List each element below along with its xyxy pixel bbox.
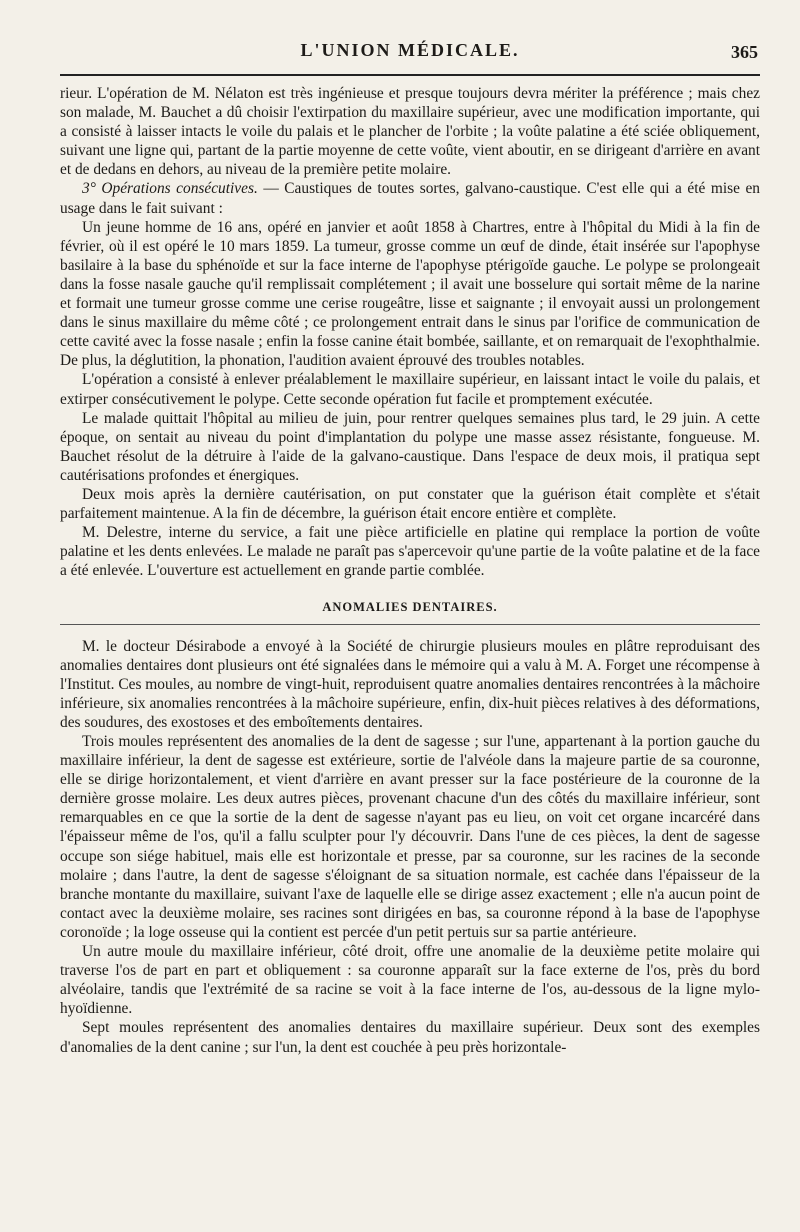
paragraph: M. le docteur Désirabode a envoyé à la Société de chirurgie plusieurs moules en plâtre reproduisant des anomalies dentaires dont plusieurs ont été signalées dans le mémoire qui a valu à M. A. Forget une récompense à l'Institut. Ces moules, au nombre de vingt-huit, reproduisent quatre anomalies dentaires rencontrées à la mâchoire inférieure, six anomalies rencontrées à la mâchoire supérieure, enfin, dix-huit pièces relatives à des déformations, des soudures, des exostoses et des emboîtements dentaires. (60, 637, 760, 731)
item-text: — Caustiques de toutes sortes, galvano-caustique. C'est elle qui a été mise en usage dans le fait suivant : (60, 180, 760, 217)
header-rule (60, 74, 760, 76)
paragraph: L'opération a consisté à enlever préalablement le maxillaire supérieur, en laissant intact le voile du palais, et extirper consécutivement le polype. Cette seconde opération fut facile et promptement exécutée. (60, 371, 760, 408)
paragraph: rieur. L'opération de M. Nélaton est très ingénieuse et presque toujours devra mériter la préférence ; mais chez son malade, M. Bauchet a dû choisir l'extirpation du maxillaire supérieur, avec une modification importante, qui a consisté à laisser intacts le voile du palais et le plancher de l'orbite ; la voûte palatine a été sciée obliquement, suivant une ligne qui, partant de la partie moyenne de cette voûte, vient aboutir, en se dirigeant d'arrière en avant et de dedans en dehors, au niveau de la première petite molaire. (60, 85, 760, 179)
item-label: 3° Opérations consécutives. (82, 180, 258, 198)
paragraph: Sept moules représentent des anomalies dentaires du maxillaire supérieur. Deux sont des exemples d'anomalies de la dent canine ; sur l'un, la dent est couchée à peu près horizontale- (60, 1019, 760, 1056)
paragraph-item-3 (60, 179, 760, 217)
section-rule (60, 624, 760, 625)
paragraph: Deux mois après la dernière cautérisation, on put constater que la guérison était complète et s'était parfaitement maintenue. A la fin de décembre, la guérison était encore entière et complète. (60, 485, 760, 523)
paragraph: M. Delestre, interne du service, a fait une pièce artificielle en platine qui remplace la portion de voûte palatine et les dents enlevées. Le malade ne paraît pas s'apercevoir qu'une partie de la voûte palatine et de la face a été enlevée. L'ouverture est actuellement en grande partie comblée. (60, 524, 760, 580)
journal-title: L'UNION MÉDICALE. (300, 40, 520, 60)
paragraph: Le malade quittait l'hôpital au milieu de juin, pour rentrer quelques semaines plus tard, le 29 juin. A cette époque, on sentait au niveau du point d'implantation du polype une masse assez résistante, fongueuse. M. Bauchet résolut de la détruire à l'aide de la galvano-caustique. Dans l'espace de deux mois, il pratiqua sept cautérisations profondes et énergiques. (60, 409, 760, 484)
page-number: 365 (731, 42, 758, 62)
paragraph: Trois moules représentent des anomalies de la dent de sagesse ; sur l'une, appartenant à la portion gauche du maxillaire inférieur, la dent de sagesse est extérieure, sortie de l'alvéole dans la majeure partie de sa couronne, elle se dirige horizontalement, et vient d'arrière en avant presser sur la face postérieure de la couronne de la dernière grosse molaire. Les deux autres pièces, provenant chacune d'un des côtés du maxillaire inférieur, sont remarquables en ce que la sortie de la dent de sagesse n'ayant pas eu lieu, on voit cet organe incarcéré dans l'épaisseur même de l'os, qu'il a fallu sculpter pour l'y découvrir. Dans l'une de ces pièces, la dent de sagesse occupe son siége habituel, mais elle est horizontale et presse, par sa couronne, sur les racines de la seconde molaire ; dans l'autre, la dent de sagesse s'éloignant de sa situation normale, est cachée dans l'épaisseur de la branche montante du maxillaire, suivant l'axe de laquelle elle se dirige assez exactement ; elle n'a aucun point de contact avec la deuxième molaire, ses racines sont dirigées en bas, sa couronne répond à la base de l'apophyse coronoïde ; la loge osseuse qui la contient est percée d'un petit pertuis sur sa partie antérieure. (60, 733, 760, 941)
section-title: ANOMALIES DENTAIRES. (322, 600, 498, 615)
paragraph: Un autre moule du maxillaire inférieur, côté droit, offre une anomalie de la deuxième petite molaire qui traverse l'os de part en part et obliquement : sa couronne apparaît sur la face externe de l'os, près du bord alvéolaire, tandis que l'extrémité de sa racine se voit à la face interne de l'os, au-dessous de la ligne mylo-hyoïdienne. (60, 943, 760, 1018)
running-header (60, 40, 760, 66)
paragraph: Un jeune homme de 16 ans, opéré en janvier et août 1858 à Chartres, entre à l'hôpital du Midi à la fin de février, où il est opéré le 10 mars 1859. La tumeur, grosse comme un œuf de dinde, était insérée sur l'apophyse basilaire à la base du sphénoïde et sur la face interne de l'apophyse ptérigoïde gauche. Le polype se prolongeait dans la fosse nasale gauche qu'il remplissait complétement ; il avait une bosselure qui sortait même de la narine et formait une tumeur grosse comme une cerise rougeâtre, lisse et saignante ; il envoyait aussi un prolongement dans le sinus maxillaire du même côté ; ce prolongement entrait dans le sinus par l'orifice de communication de cette cavité avec la fosse nasale ; enfin la fosse canine était bombée, saillante, et on remarquait de l'exophthalmie. De plus, la déglutition, la phonation, l'audition avaient éprouvé des troubles notables. (60, 218, 760, 370)
article-body (60, 84, 760, 1057)
